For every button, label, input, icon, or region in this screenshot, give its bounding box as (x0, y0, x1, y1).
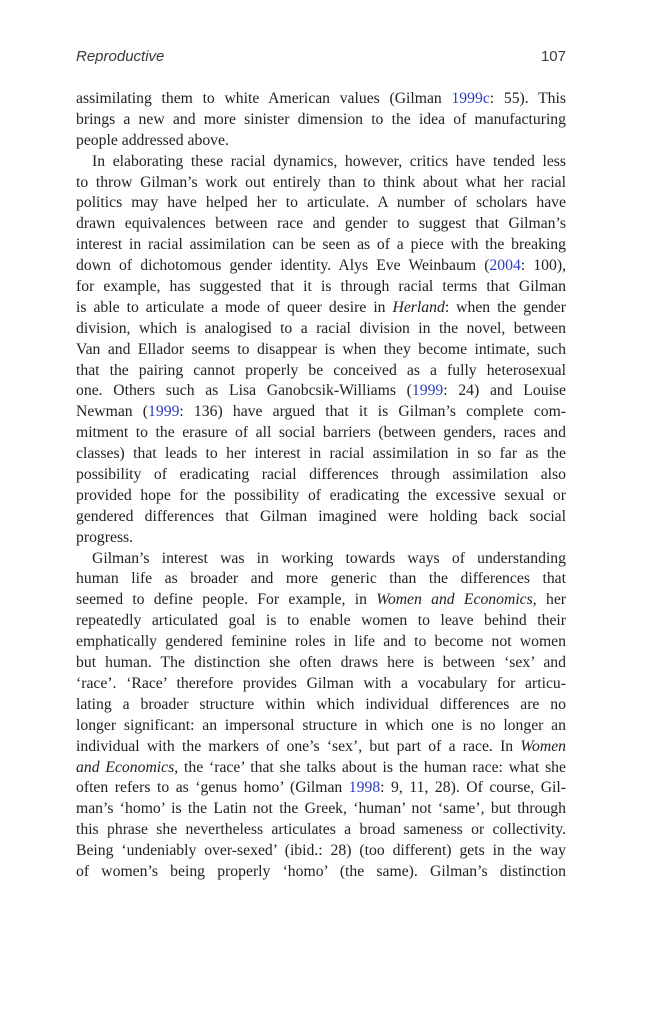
citation-link[interactable]: 1999 (411, 382, 444, 400)
text-segment: , the ‘race’ that she talks about is the human race: what she (174, 758, 566, 776)
text-line (76, 653, 566, 674)
italic-title: Women (520, 737, 566, 755)
text-segment: progress. (76, 528, 134, 546)
text-segment: individual with the markers of one’s ‘sex’, but part of a race. In (76, 737, 521, 755)
text-segment: this phrase she nevertheless articulates a broad sameness or collectivity. (76, 821, 566, 839)
text-segment: In elaborating these racial dynamics, however, critics have tended less (92, 152, 566, 170)
text-segment: interest in racial assimilation can be seen as of a piece with the breaking (76, 236, 566, 254)
text-segment: Being ‘undeniably over-sexed’ (ibid.: 28) (too different) gets in the way (76, 842, 566, 860)
running-title: Reproductive (76, 48, 165, 65)
text-segment: : 55). This (489, 90, 566, 107)
text-segment: emphatically gendered feminine roles in life and to become not women (76, 633, 566, 651)
text-line (76, 862, 566, 883)
italic-title: and Economics (76, 758, 175, 776)
text-segment: but human. The distinction she often draws here is between ‘sex’ and (76, 654, 566, 672)
text-segment: human life as broader and more generic than the differences that (76, 570, 566, 588)
text-line (76, 716, 566, 737)
text-segment: : 136) have argued that it is Gilman’s complete com- (179, 403, 566, 421)
text-line (76, 277, 566, 298)
text-segment: : when the gender (444, 298, 566, 316)
page-number: 107 (540, 48, 566, 65)
text-line (76, 152, 566, 173)
text-segment: : 24) and Louise (443, 382, 566, 400)
text-line (76, 214, 566, 235)
citation-link[interactable]: 1999c (451, 90, 490, 107)
text-line (76, 193, 566, 214)
text-line (76, 340, 566, 361)
running-header (76, 48, 566, 68)
text-line (76, 569, 566, 590)
text-line (76, 799, 566, 820)
text-line (76, 695, 566, 716)
text-line (76, 549, 566, 570)
text-line (76, 298, 566, 319)
text-line (76, 590, 566, 611)
citation-link[interactable]: 1998 (348, 779, 381, 797)
text-line (76, 674, 566, 695)
text-line (76, 778, 566, 799)
text-segment: that the pairing cannot properly be conceived as a fully heterosexual (76, 361, 566, 379)
text-segment: repeatedly articulated goal is to enable women to leave behind their (76, 612, 566, 630)
text-segment: division, which is analogised to a racial division in the novel, between (76, 319, 566, 337)
text-segment: man’s ‘homo’ is the Latin not the Greek, ‘human’ not ‘same’, but through (76, 800, 566, 818)
text-segment: people addressed above. (76, 131, 229, 149)
citation-link[interactable]: 2004 (489, 257, 521, 275)
text-segment: often refers to as ‘genus homo’ (Gilman (76, 779, 349, 797)
text-line (76, 758, 566, 779)
text-segment: provided hope for the possibility of eradicating the excessive sexual or (76, 486, 566, 504)
text-segment: mitment to the erasure of all social barriers (between genders, races and (76, 424, 566, 442)
text-line (76, 256, 566, 277)
text-line (76, 486, 566, 507)
text-line (76, 89, 566, 110)
text-segment: seemed to define people. For example, in (76, 591, 377, 609)
text-line (76, 381, 566, 402)
text-line (76, 235, 566, 256)
text-segment: Gilman’s interest was in working towards ways of understanding (92, 549, 566, 567)
text-line (76, 820, 566, 841)
text-segment: politics may have helped her to articulate. A number of scholars have (76, 194, 566, 212)
text-line (76, 611, 566, 632)
text-line (76, 737, 566, 758)
text-line (76, 361, 566, 382)
text-segment: brings a new and more sinister dimension to the idea of manufacturing (76, 110, 566, 128)
text-line (76, 402, 566, 423)
text-segment: classes) that leads to her interest in racial assimilation in so far as the (76, 445, 566, 463)
text-segment: assimilating them to white American values (Gilman (76, 90, 452, 107)
text-segment: , her (532, 591, 567, 609)
text-segment: drawn equivalences between race and gender to suggest that Gilman’s (76, 215, 566, 233)
text-segment: one. Others such as Lisa Ganobcsik-Williams ( (76, 382, 412, 400)
text-line (76, 423, 566, 444)
italic-title: Women and Economics (376, 591, 533, 609)
text-line (76, 173, 566, 194)
text-segment: possibility of eradicating racial differences through assimilation also (76, 466, 566, 484)
text-segment: to throw Gilman’s work out entirely than to think about what her racial (76, 173, 566, 191)
text-line (76, 465, 566, 486)
text-segment: gendered differences that Gilman imagined were holding back social (76, 507, 566, 525)
text-segment: : 100), (520, 257, 566, 275)
text-line (76, 632, 566, 653)
text-line (76, 131, 566, 152)
text-segment: longer significant: an impersonal structure in which one is no longer an (76, 716, 566, 734)
text-segment: : 9, 11, 28). Of course, Gil- (380, 779, 567, 797)
italic-title: Herland (392, 298, 445, 316)
text-segment: lating a broader structure within which individual differences are no (76, 695, 566, 713)
citation-link[interactable]: 1999 (148, 403, 180, 421)
text-line (76, 110, 566, 131)
text-segment: Newman ( (76, 403, 149, 421)
text-line (76, 319, 566, 340)
text-line (76, 507, 566, 528)
text-line (76, 841, 566, 862)
text-segment: for example, has suggested that it is through racial terms that Gilman (76, 278, 566, 296)
body-text (76, 89, 566, 883)
text-segment: of women’s being properly ‘homo’ (the same). Gilman’s distinction (76, 862, 566, 880)
text-segment: Van and Ellador seems to disappear is when they become intimate, such (76, 340, 566, 358)
text-segment: ‘race’. ‘Race’ therefore provides Gilman with a vocabulary for articu- (76, 674, 566, 692)
text-segment: down of dichotomous gender identity. Alys Eve Weinbaum ( (76, 257, 490, 275)
text-line (76, 444, 566, 465)
text-line (76, 528, 566, 549)
text-segment: is able to articulate a mode of queer desire in (76, 298, 393, 316)
